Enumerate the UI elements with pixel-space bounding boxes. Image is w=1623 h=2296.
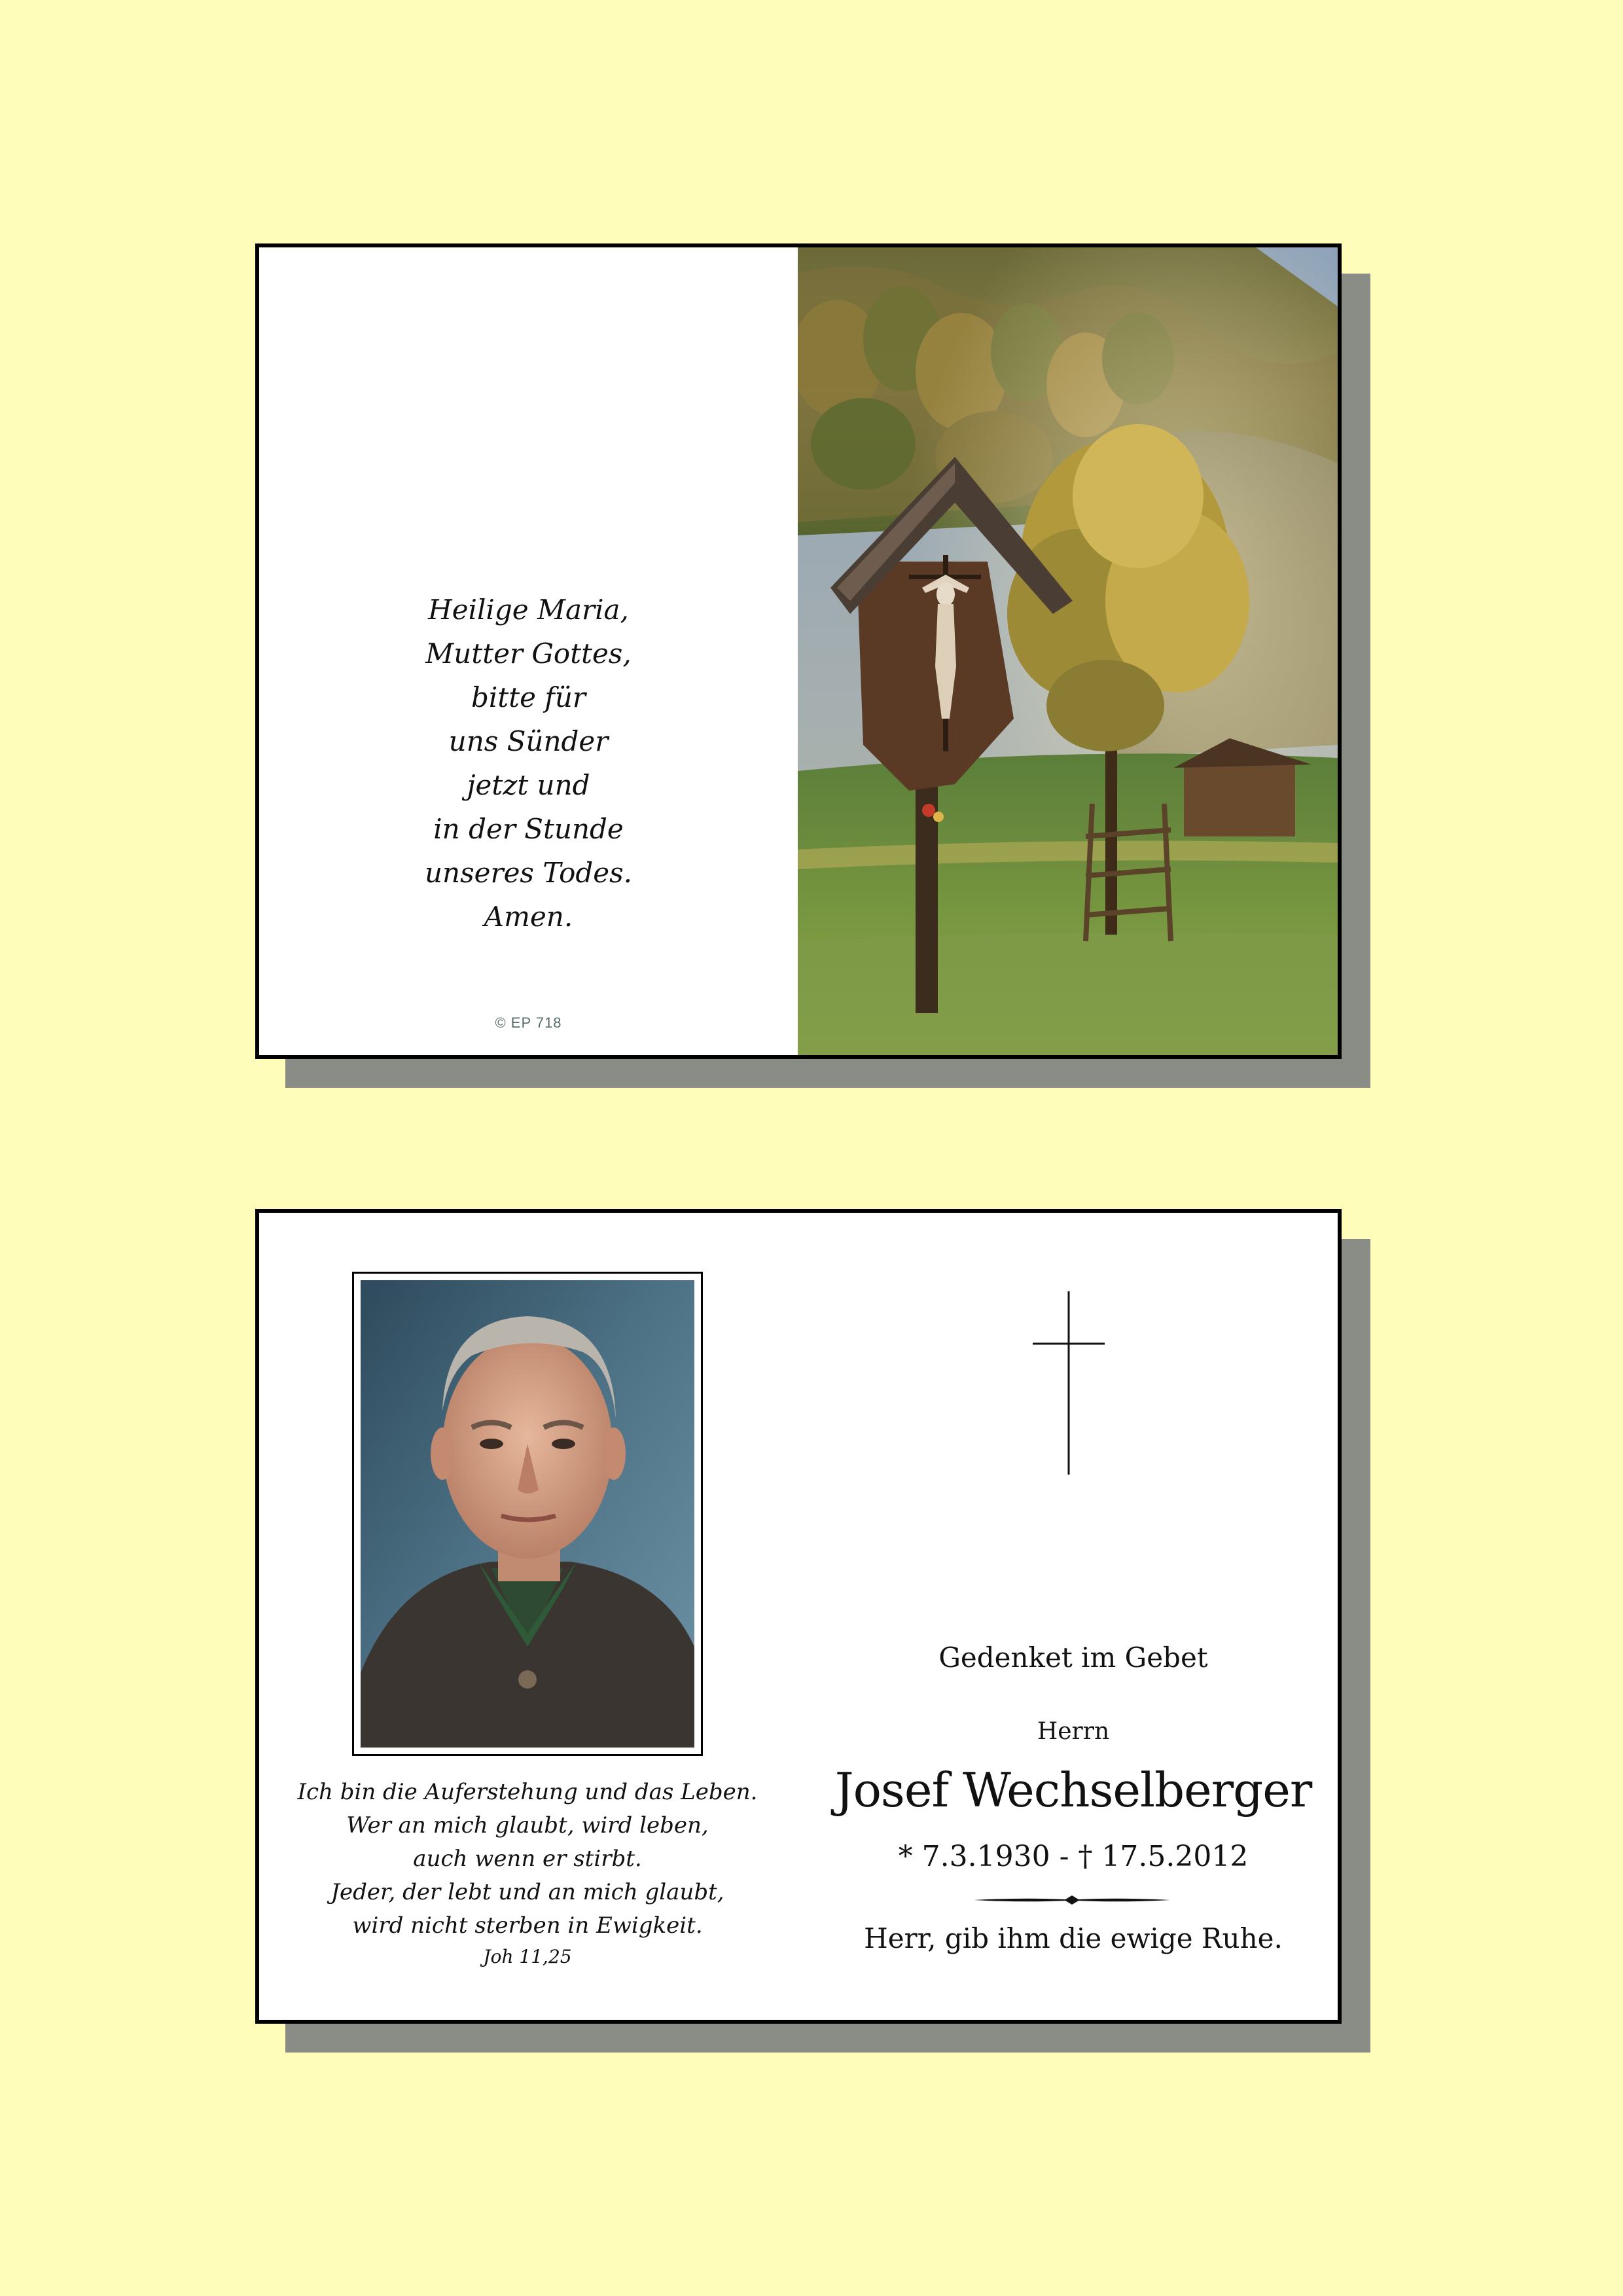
closing-prayer: Herr, gib ihm die ewige Ruhe.: [864, 1922, 1283, 1954]
bible-verse: [259, 1776, 796, 1971]
prayer-line: jetzt und: [467, 769, 590, 801]
life-dates: * 7.3.1930 - † 17.5.2012: [898, 1840, 1249, 1873]
prayer-card-front: [255, 243, 1342, 1059]
prayer-panel: [259, 247, 798, 1055]
verse-line: wird nicht sterben in Ewigkeit.: [352, 1912, 703, 1939]
portrait-frame: [352, 1272, 703, 1756]
prayer-line: in der Stunde: [433, 813, 624, 845]
prayer-line: Mutter Gottes,: [425, 637, 632, 670]
ornamental-divider: [974, 1893, 1170, 1907]
memorial-card-back: [255, 1209, 1342, 2024]
verse-line: Jeder, der lebt und an mich glaubt,: [330, 1879, 724, 1905]
prayer-line: unseres Todes.: [424, 857, 633, 889]
salutation: Herrn: [1037, 1718, 1110, 1745]
prayer-line: bitte für: [471, 681, 586, 713]
cross-icon: [1033, 1291, 1105, 1475]
copyright-note: © EP 718: [495, 1014, 562, 1031]
verse-line: Ich bin die Auferstehung und das Leben.: [297, 1779, 758, 1805]
prayer-line: Amen.: [484, 901, 573, 933]
deceased-name: Josef Wechselberger: [834, 1763, 1312, 1818]
prayer-line: uns Sünder: [448, 725, 609, 757]
wayside-cross-landscape-photo: [798, 247, 1338, 1055]
verse-line: auch wenn er stirbt.: [413, 1846, 642, 1872]
prayer-text: [259, 588, 798, 939]
portrait-photo: [361, 1280, 694, 1748]
verse-line: Wer an mich glaubt, wird leben,: [346, 1812, 709, 1839]
gedenket-heading: Gedenket im Gebet: [938, 1641, 1208, 1674]
verse-reference: Joh 11,25: [483, 1946, 572, 1967]
prayer-line: Heilige Maria,: [428, 594, 629, 626]
